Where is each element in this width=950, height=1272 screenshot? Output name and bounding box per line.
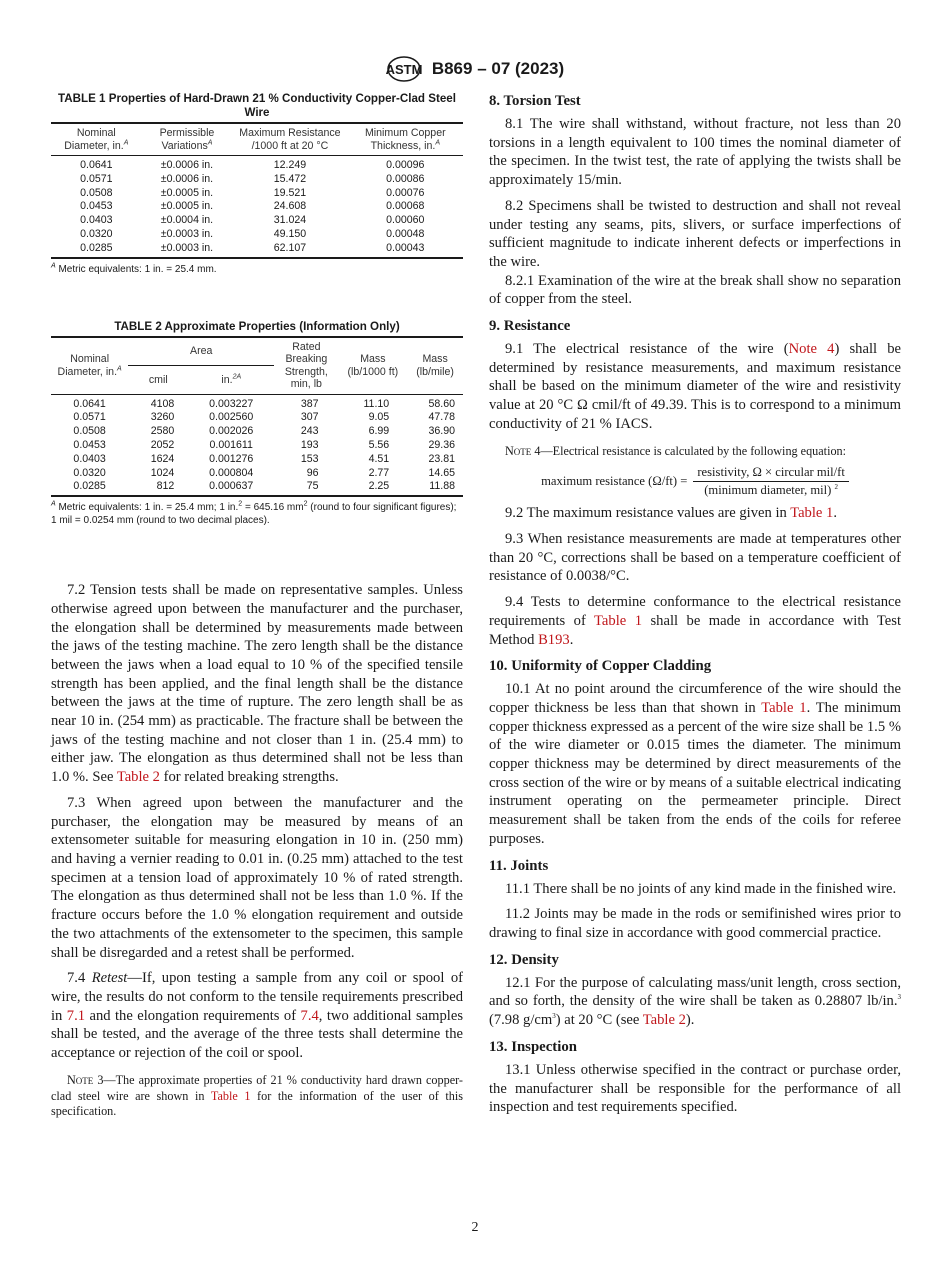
table-cell: 0.000637 xyxy=(188,480,274,496)
table-cell: 2580 xyxy=(150,425,175,438)
table1 xyxy=(51,92,463,276)
table-cell: 0.002026 xyxy=(209,425,254,438)
table-cell: 0.00060 xyxy=(386,214,425,227)
table-row xyxy=(51,242,463,258)
table-cell: 2.25 xyxy=(339,480,408,496)
table-cell: 0.0571 xyxy=(80,172,113,185)
table-cell: 0.0320 xyxy=(73,466,106,479)
table2-link[interactable]: Table 2 xyxy=(642,1012,686,1029)
table-cell: 0.0571 xyxy=(73,411,106,424)
table-cell: 0.001276 xyxy=(209,452,254,465)
table-cell: 49.150 xyxy=(273,227,307,240)
table-cell: 0.002560 xyxy=(209,411,254,424)
section-13-heading: 13. Inspection xyxy=(489,1038,577,1055)
table-cell: 29.36 xyxy=(428,438,455,451)
section-7-4-link[interactable]: 7.4 xyxy=(300,1007,319,1024)
table-cell: 0.001611 xyxy=(209,438,253,451)
paragraph-11-1: 11.1 There shall be no joints of any kind made in the finished wire. xyxy=(505,880,897,897)
table-cell: 15.472 xyxy=(273,172,307,185)
table-row xyxy=(51,200,463,214)
table-cell: 0.0285 xyxy=(51,480,128,496)
paragraph-7-3: 7.3 When agreed upon between the manufacturer and the purchaser, the elongation may be measured by means of an extensometer suitable for measuring elongation in 10 in. (250 mm) and having a vernier reading to 0.01 in. (0.25 mm) attached to the test specimen at a tension load of approximately 10 % of rated strength. The elongation as thus determined shall not be less than 1.0 %. If the fracture occurs before the 1.0 % elongation requirement and outside the two attachments of the extensometer to the specimen, this sample shall be disregarded and a retest shall be performed. xyxy=(51,794,463,961)
table-cell: ±0.0003 in. xyxy=(142,242,233,258)
table-cell: 0.00043 xyxy=(348,242,463,258)
table-cell: 3260 xyxy=(150,411,175,424)
table-cell: 0.0508 xyxy=(73,425,106,438)
section-10-heading: 10. Uniformity of Copper Cladding xyxy=(489,658,712,675)
resistance-equation: maximum resistance (Ω/ft) = $\frac{\text{resistivity, Ω × circular mil/ft}}{(minimum diameter, mil) ^2}$ xyxy=(489,465,901,498)
table-cell: 0.00048 xyxy=(386,227,425,240)
col-header: Maximum Resistance /1000 ft at 20 °C xyxy=(239,127,341,152)
page-number: 2 xyxy=(471,1220,479,1235)
left-body-text xyxy=(51,581,463,1120)
table-cell: ±0.0006 in. xyxy=(160,172,214,185)
table-cell: 11.10 xyxy=(363,397,390,410)
table1-footnote: $^A$ Metric equivalents: 1 in. = 25.4 mm. xyxy=(51,262,217,275)
table1-link[interactable]: Table 1 xyxy=(790,505,834,522)
section-9-heading: 9. Resistance xyxy=(489,318,571,335)
table-cell: 0.0453 xyxy=(80,200,113,213)
table-cell: 193 xyxy=(300,438,319,451)
col-header-area: Area xyxy=(128,337,274,366)
table-cell: 0.0508 xyxy=(80,186,113,199)
table-cell: 387 xyxy=(300,397,319,410)
table-cell: 31.024 xyxy=(273,214,307,227)
table-cell: 2.77 xyxy=(368,466,390,479)
table-cell: 11.88 xyxy=(407,480,463,496)
table-cell: 0.0641 xyxy=(73,397,106,410)
paragraph-9-1: 9.1 The electrical resistance of the wire (Note 4) shall be determined by resistance measurements, and maximum resistance shall be based on the minimum diameter of the wire and resistivity value at 20 °C Ω cmil/ft of 49.39. This is to correspond to a minimum conductivity of 21 % IACS. xyxy=(489,341,902,432)
table-cell: 62.107 xyxy=(232,242,347,258)
table-cell: 6.99 xyxy=(368,425,390,438)
table-row xyxy=(51,173,463,187)
table-cell: 19.521 xyxy=(273,186,307,199)
section-12-heading: 12. Density xyxy=(489,951,559,968)
table-cell: 0.00086 xyxy=(386,172,425,185)
paragraph-9-3: 9.3 When resistance measurements are made at temperatures other than 20 °C, corrections shall be based on a temperature coefficient of resistance of 0.0038/°C. xyxy=(489,531,901,585)
table-row xyxy=(51,411,463,425)
table-cell: 4.51 xyxy=(368,452,390,465)
table-cell: 243 xyxy=(300,425,319,438)
table-row xyxy=(51,228,463,242)
table1-link[interactable]: Table 1 xyxy=(594,612,643,629)
section-11-heading: 11. Joints xyxy=(489,857,549,874)
table2-title: TABLE 2 Approximate Properties (Information Only) xyxy=(114,319,400,333)
table-cell: 0.0285 xyxy=(51,242,142,258)
note-4-link[interactable]: Note 4 xyxy=(788,341,835,358)
paragraph-11-2: 11.2 Joints may be made in the rods or semifinished wires prior to drawing to final size in accordance with good commercial practice. xyxy=(489,906,901,941)
section-8-heading: 8. Torsion Test xyxy=(489,93,581,109)
note-4: Note 4—Electrical resistance is calculated by the following equation: xyxy=(505,443,847,458)
table2-footnote: $^A$ Metric equivalents: 1 in. = 25.4 mm; 1 in.$^2$ = 645.16 $mm^2$ (round to four significant figures); 1 mil = 0.0254 mm (round to two decimal places). xyxy=(51,500,457,527)
paragraph-9-2: 9.2 The maximum resistance values are given in Table 1. xyxy=(505,505,837,522)
table-cell: 812 xyxy=(128,480,188,496)
table-cell: 47.78 xyxy=(428,411,455,424)
left-column xyxy=(51,92,463,1120)
table-row xyxy=(51,480,463,496)
table-cell: 0.00096 xyxy=(386,159,425,171)
paragraph-12-1: 12.1 For the purpose of calculating mass/unit length, cross section, and so forth, the density of the wire shall be taken as 0.28807 lb/in.$^3$ (7.98 $g/cm^3$) at 20 °C (see Table 2). xyxy=(489,974,901,1029)
table-cell: 153 xyxy=(300,452,319,465)
table-cell: 36.90 xyxy=(428,425,455,438)
astm-logo-icon xyxy=(386,55,422,83)
col-header: Minimum Copper Thickness, in. xyxy=(364,127,446,152)
table-row xyxy=(51,439,463,453)
table1-grid: Nominal Diameter, in.$^A$ Permissible Variations$^A$ Maximum Resistance /1000 ft at 20 °C Minimum Copper Thickness, in.$^A$ 0.0641 ±0.0006 in. 12.249 0.00096 0.0571 ±0.0006 in. 15.472 0.00086 0.0508 ±0.0005 in. 19.521 0.00076 0.0453 ±0.0005 in. 24.608 0.00068 0.0403 ±0.0004 in. 31.024 0.00060 0.0320 ±0.0003 in. 49.150 0.00048 0.0285 ±0.0003 in. 62.107 0.00043 xyxy=(51,122,463,259)
col-header: Nominal Diameter, in. xyxy=(64,127,124,152)
table1-link[interactable]: Table 1 xyxy=(210,1088,251,1103)
table1-title: TABLE 1 Properties of Hard-Drawn 21 % Conductivity Copper-Clad Steel Wire xyxy=(58,92,456,119)
paragraph-7-4: 7.4 Retest—If, upon testing a sample from any coil or spool of wire, the results do not conform to the tensile requirements prescribed in 7.1 and the elongation requirements of 7.4, two additional samples shall be tested, and the average of the three tests shall determine the acceptance or rejection of the coil or spool. xyxy=(51,970,464,1062)
paragraph-8-2-1: 8.2.1 Examination of the wire at the break shall show no separation of copper from the steel. xyxy=(489,272,901,308)
table1-link[interactable]: Table 1 xyxy=(761,699,807,716)
table-cell: 1624 xyxy=(150,452,175,465)
table-cell: 307 xyxy=(300,411,319,424)
right-column xyxy=(489,93,901,1117)
b193-link[interactable]: B193 xyxy=(538,631,570,648)
paragraph-7-2: 7.2 Tension tests shall be made on representative samples. Unless otherwise agreed upon between the manufacturer and the purchaser, the elongation shall be determined by measurements made between the jaws of the testing machine. The zero length shall be the distance between the jaws when a load equal to 10 % of the specified tensile strength has been applied, and the final length shall be the distance between the jaws at the time of rupture. The zero length shall be as near 10 in. (254 mm) as practicable. The fracture shall be between the jaws of the testing machine and not closer than 1 in. (25.4 mm) to either jaw. The elongation as thus determined shall not be less than 1.0 %. See Table 2 for related breaking strengths. xyxy=(51,582,463,786)
table-row xyxy=(51,467,463,481)
table2-grid: Nominal Diameter, in.$^A$ Area Rated Breaking Strength, min, lb Mass (lb/1000 ft) Mass (lb/mile) cmil in.$^{2A}$ 0.0641 4108 0.003227 387 11.10 58.60 0.0571 3260 0.002560 307 9.05 47.78 0.0508 2580 0.002026 243 6.99 36.90 0.0453 2052 0.001611 193 5.56 29.36 0.0403 1624 0.001276 153 4.51 23.81 0.0320 1024 0.000804 96 2.77 14.65 0.0285 812 0.000637 75 2.25 11.88 xyxy=(51,336,463,498)
table-cell: 0.000804 xyxy=(209,466,254,479)
table-cell: 4108 xyxy=(150,397,175,410)
table-row xyxy=(51,187,463,201)
table-cell: 0.0641 xyxy=(80,159,113,171)
table-cell: 14.65 xyxy=(428,466,455,479)
svg-text:ASTM: ASTM xyxy=(385,62,422,77)
section-7-1-link[interactable]: 7.1 xyxy=(66,1007,86,1024)
table-cell: ±0.0005 in. xyxy=(160,186,214,199)
table2 xyxy=(51,320,463,528)
table-cell: 23.81 xyxy=(428,452,455,465)
page-header xyxy=(0,55,950,83)
table-cell: 0.00076 xyxy=(386,186,425,199)
col-header: Permissible Variations xyxy=(159,127,215,152)
table-cell: 0.003227 xyxy=(209,397,254,410)
paragraph-10-1: 10.1 At no point around the circumference of the wire should the copper thickness be less than that shown in Table 1. The minimum copper thickness expressed as a percent of the wire size shall be 1.5 % of the wire diameter or 0.015 times the diameter. The minimum copper thickness may be determined by direct measurements of the cross section of the wire or by means of a suitable electrical indicating instrument operating on the permeameter principle. Direct measurement shall be taken from the ends of the coils for referee purposes. xyxy=(489,681,901,847)
table-cell: ±0.0003 in. xyxy=(160,227,214,240)
table-row xyxy=(51,156,463,173)
table-cell: ±0.0006 in. xyxy=(160,159,214,171)
table-cell: 9.05 xyxy=(368,411,390,424)
table-cell: 0.0320 xyxy=(80,227,113,240)
table-cell: 2052 xyxy=(150,438,175,451)
table-cell: ±0.0005 in. xyxy=(160,200,214,213)
paragraph-9-4: 9.4 Tests to determine conformance to the electrical resistance requirements of Table 1 shall be made in accordance with Test Method B193. xyxy=(489,594,902,648)
table2-link[interactable]: Table 2 xyxy=(116,769,160,786)
document-designation: B869 – 07 (2023) xyxy=(431,59,565,78)
table-cell: 12.249 xyxy=(273,159,307,171)
table-row xyxy=(51,394,463,411)
table-cell: 1024 xyxy=(150,466,175,479)
table-cell: 5.56 xyxy=(368,438,390,451)
table-cell: ±0.0004 in. xyxy=(160,214,214,227)
table-cell: 0.0403 xyxy=(73,452,106,465)
table-cell: 75 xyxy=(274,480,338,496)
paragraph-13-1: 13.1 Unless otherwise specified in the contract or purchase order, the manufacturer shall be responsible for the performance of all inspection and test requirements specified. xyxy=(489,1061,901,1116)
table-cell: 24.608 xyxy=(273,200,307,213)
table-row xyxy=(51,425,463,439)
table-row xyxy=(51,214,463,228)
table-row xyxy=(51,453,463,467)
table-cell: 58.60 xyxy=(428,397,455,410)
paragraph-8-1: 8.1 The wire shall withstand, without fracture, not less than 20 torsions in a length equivalent to 100 times the nominal diameter of the specimen. In the twist test, the rate of applying the twists shall be approximately 15/min. xyxy=(489,116,901,189)
table-cell: 0.0403 xyxy=(80,214,113,227)
note-3: Note 3—The approximate properties of 21 % conductivity hard drawn copper-clad steel wire are shown in Table 1 for the information of the user of this specification. xyxy=(51,1072,463,1119)
table-cell: 0.0453 xyxy=(73,438,106,451)
table-cell: 96 xyxy=(306,466,319,479)
paragraph-8-2: 8.2 Specimens shall be twisted to destruction and shall not reveal under testing any seams, pits, slivers, or surface imperfections of sufficient magnitude to indicate inherent defects or imperfections in the wire. xyxy=(489,197,901,270)
table-cell: 0.00068 xyxy=(386,200,425,213)
